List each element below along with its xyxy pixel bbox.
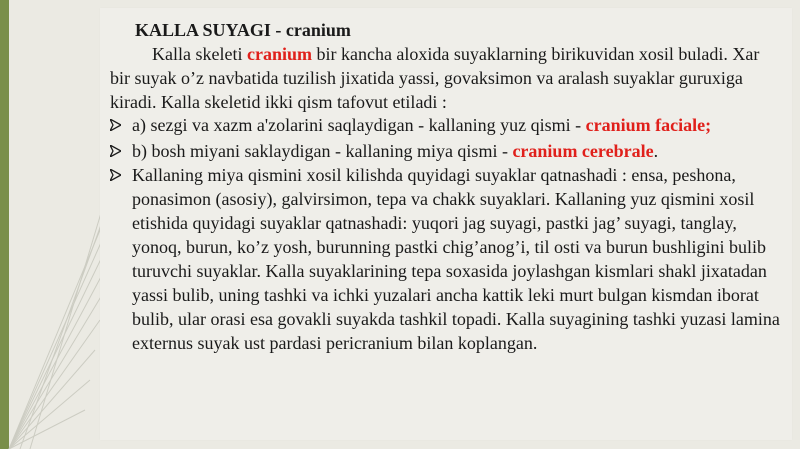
arrow-bullet-icon	[110, 119, 121, 131]
slide-title: KALLA SUYAGI - cranium	[135, 20, 351, 40]
term-cranium-cerebrale: cranium cerebrale	[512, 141, 654, 161]
arrow-bullet-icon	[110, 145, 121, 157]
list-item	[110, 163, 780, 355]
intro-text-rest: bir kancha aloxida suyaklarning birikuvidan xosil buladi. Xar bir suyak o’z navbatida tuzilish jixatida yassi, govaksimon va aralash suyaklar guruxiga kiradi. Kalla skeletid ikki qism tafovut etiladi :	[110, 44, 760, 112]
term-cranium: cranium	[246, 44, 312, 64]
list-item	[110, 113, 780, 137]
term-cranium-faciale: cranium faciale;	[585, 115, 712, 135]
bullet-text-end: .	[653, 141, 659, 161]
bullet-list	[110, 113, 780, 355]
list-item	[110, 139, 780, 163]
bullet-text: Kallaning miya qismini xosil kilishda quyidagi suyaklar qatnashadi : ensa, peshona, ponasimon (asosiy), galvirsimon, tepa va chakk suyaklari. Kallaning yuz qismini xosil etishida quyidagi suyaklar qatnashadi: yuqori jag suyagi, pastki jag’ suyagi, tanglay, yonoq, burun, ko’z yosh, burunning pastki chig’anog’i, til osti va burun bushligini bulib turuvchi suyaklar. Kalla suyaklarining tepa soxasida joylashgan kismlari shakl jixatadan yassi bulib, uning tashki va ichki yuzalari ancha kattik leki murt bulgan kismdan iborat bulib, ular orasi esa govakli suyakda tashkil topadi. Kalla suyagining tashki yuzasi lamina externus suyak ust pardasi pericranium bilan koplangan.	[132, 165, 780, 353]
intro-paragraph	[110, 42, 780, 114]
bullet-text: b) bosh miyani saklaydigan - kallaning miya qismi -	[132, 141, 513, 161]
arrow-bullet-icon	[110, 169, 121, 181]
intro-text-start: Kalla skeleti	[152, 44, 247, 64]
bullet-text: a) sezgi va xazm a'zolarini saqlaydigan - kallaning yuz qismi -	[132, 115, 586, 135]
